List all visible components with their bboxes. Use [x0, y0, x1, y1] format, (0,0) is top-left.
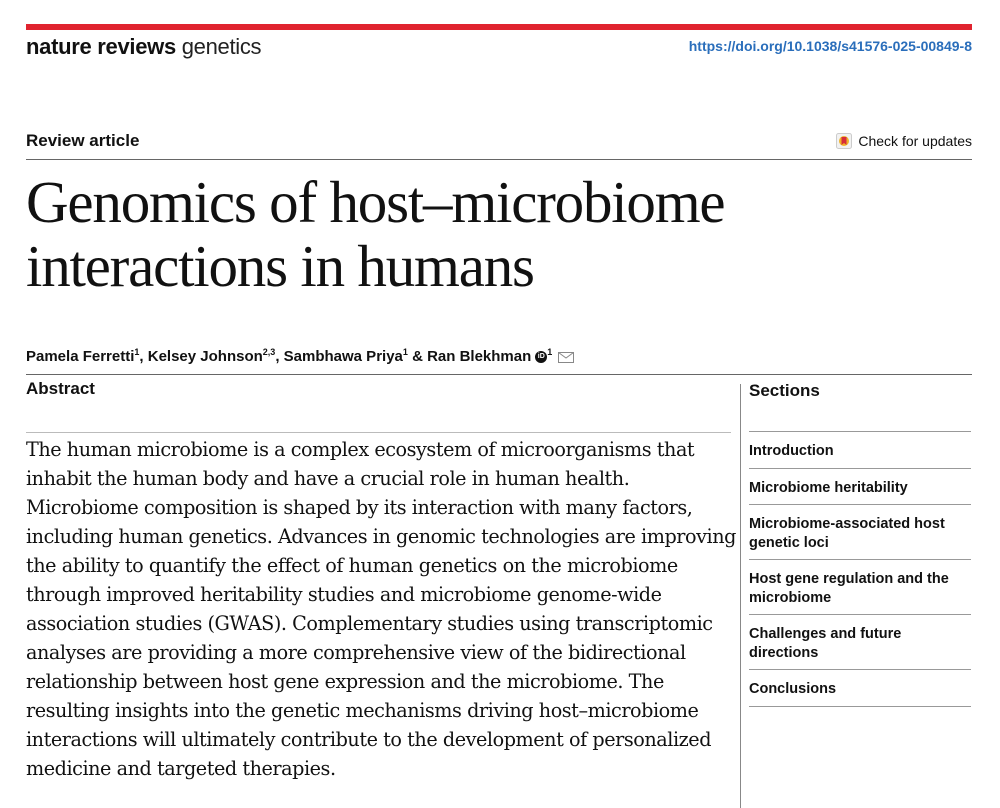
check-updates-icon: [836, 133, 852, 149]
section-link-heritability[interactable]: Microbiome heritability: [749, 469, 971, 506]
section-link-challenges[interactable]: Challenges and future directions: [749, 615, 971, 670]
section-link-gene-regulation[interactable]: Host gene regulation and the microbiome: [749, 560, 971, 615]
author-name[interactable]: Sambhawa Priya: [283, 348, 403, 365]
title-line-1: Genomics of host–microbiome: [26, 169, 725, 235]
orcid-icon[interactable]: iD: [535, 351, 547, 363]
author-list: [26, 347, 574, 365]
sections-nav: [749, 431, 971, 707]
journal-logo[interactable]: [26, 34, 261, 60]
header-divider: [26, 159, 972, 160]
abstract-heading: Abstract: [26, 379, 95, 398]
author-name[interactable]: Ran Blekhman: [427, 348, 532, 365]
author-affiliation: 1: [402, 347, 408, 357]
author-affiliation: 1: [134, 347, 140, 357]
sections-heading: Sections: [749, 381, 820, 400]
abstract-divider: [26, 432, 731, 433]
check-updates-button[interactable]: [836, 133, 972, 149]
section-link-conclusions[interactable]: Conclusions: [749, 670, 971, 707]
article-title: [26, 170, 966, 298]
journal-name-bold: nature reviews: [26, 34, 176, 59]
journal-name-light: genetics: [181, 34, 262, 59]
journal-accent-bar: [26, 24, 972, 30]
section-link-genetic-loci[interactable]: Microbiome-associated host genetic loci: [749, 505, 971, 560]
author-affiliation: 1: [547, 347, 553, 357]
section-link-introduction[interactable]: Introduction: [749, 432, 971, 469]
email-icon[interactable]: [558, 352, 574, 363]
author-separator: &: [407, 348, 428, 365]
author-separator: ,: [275, 348, 284, 365]
author-separator: ,: [139, 348, 148, 365]
author-name[interactable]: Kelsey Johnson: [147, 348, 263, 365]
author-name[interactable]: Pamela Ferretti: [26, 348, 135, 365]
authors-divider: [26, 374, 972, 375]
abstract-text: The human microbiome is a complex ecosystem of microorganisms that inhabit the human body and have a crucial role in human health. Microbiome composition is shaped by its interaction with many factors, including human genetics. Advances in genomic technologies are improving the ability to quantify the effect of human genetics on the microbiome through improved heritability studies and microbiome genome-wide association studies (GWAS). Complementary studies using transcriptomic analyses are providing a more comprehensive view of the bidirectional relationship between host gene expression and the microbiome. The resulting insights into the genetic mechanisms driving host–microbiome interactions will ultimately contribute to the development of personalized medicine and targeted therapies.: [26, 438, 736, 780]
title-line-2: interactions in humans: [26, 233, 534, 299]
author-affiliation: 2,3: [262, 347, 276, 357]
doi-link[interactable]: https://doi.org/10.1038/s41576-025-00849-8: [688, 38, 972, 54]
column-divider: [740, 384, 741, 808]
check-updates-label: Check for updates: [858, 133, 972, 149]
article-type: Review article: [26, 131, 140, 150]
